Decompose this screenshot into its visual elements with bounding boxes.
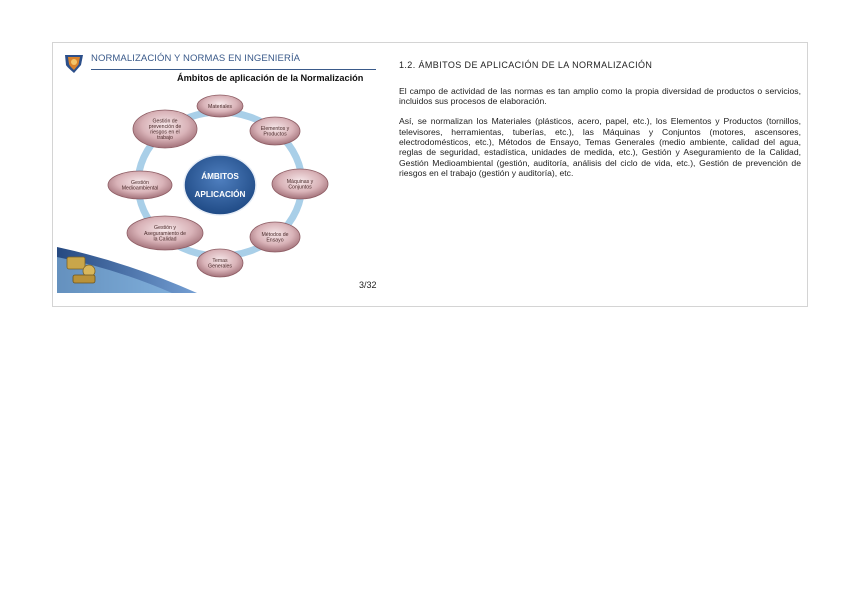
center-label-line2: APLICACIÓN [194, 190, 246, 199]
center-label-line1: ÁMBITOS [201, 172, 239, 181]
diagram-node-label: Gestión y [154, 225, 176, 232]
diagram-node [108, 171, 172, 199]
paragraph-1: El campo de actividad de las normas es tan amplio como la propia diversidad de productos o servicios, incluidos sus procesos de elaboración. [399, 85, 801, 107]
diagram-node-label: Máquinas y [286, 179, 314, 185]
diagram-node [250, 222, 300, 252]
slide-subtitle: Ámbitos de aplicación de la Normalización [177, 73, 364, 83]
diagram-node-label: Generales [208, 263, 232, 270]
corner-decoration-icon [57, 247, 197, 293]
document-page [52, 42, 808, 307]
diagram-node-label: trabajo [157, 135, 173, 142]
diagram-node [272, 169, 328, 199]
diagram-node-label: Métodos de [261, 232, 289, 238]
scope-diagram [57, 47, 381, 293]
slide-thumbnail [57, 47, 381, 293]
diagram-node-label: Ensayo [266, 237, 284, 244]
diagram-node-label: Productos [263, 131, 287, 138]
slide-header-title: NORMALIZACIÓN Y NORMAS EN INGENIERÍA [91, 53, 301, 64]
diagram-node-label: prevención de [148, 124, 182, 130]
diagram-node-label: Conjuntos [288, 184, 312, 191]
diagram-node [133, 110, 197, 148]
paragraph-2: Así, se normalizan los Materiales (plásticos, acero, papel, etc.), los Elementos y Productos (tornillos, televisores, herramientas, tuberías, etc.), las Máquinas y Conjuntos (motores, ascensores, electrodomésticos, etc.), Métodos de Ensayo, Temas Generales (medio ambiente, calidad del agua, reglas de seguridad, estadística, unidades de medida, etc.), Gestión y Aseguramiento de la Calidad, Gestión Medioambiental (gestión, auditoría, análisis del ciclo de vida, etc.), Gestión de prevención de riesgos en el trabajo (gestión y auditoría), etc. [399, 116, 801, 178]
diagram-node-label: Medioambiental [121, 185, 159, 192]
diagram-node [197, 95, 243, 117]
diagram-node-label: riesgos en el [150, 129, 180, 136]
diagram-node [197, 249, 243, 277]
diagram-node-label: Temas [212, 258, 228, 264]
diagram-node-label: Elementos y [260, 126, 290, 132]
page-number: 3/32 [359, 280, 377, 290]
section-heading: 1.2. ÁMBITOS DE APLICACIÓN DE LA NORMALIZACIÓN [399, 60, 653, 70]
diagram-center [184, 155, 256, 215]
diagram-node-label: Aseguramiento de [143, 230, 187, 237]
diagram-node-label: la Calidad [153, 236, 177, 243]
text-column [399, 57, 801, 188]
diagram-node [250, 117, 300, 145]
diagram-node [127, 216, 203, 250]
diagram-node-label: Materiales [208, 103, 232, 110]
diagram-node-label: Gestión [131, 180, 149, 186]
diagram-node-label: Gestión de [152, 118, 178, 125]
